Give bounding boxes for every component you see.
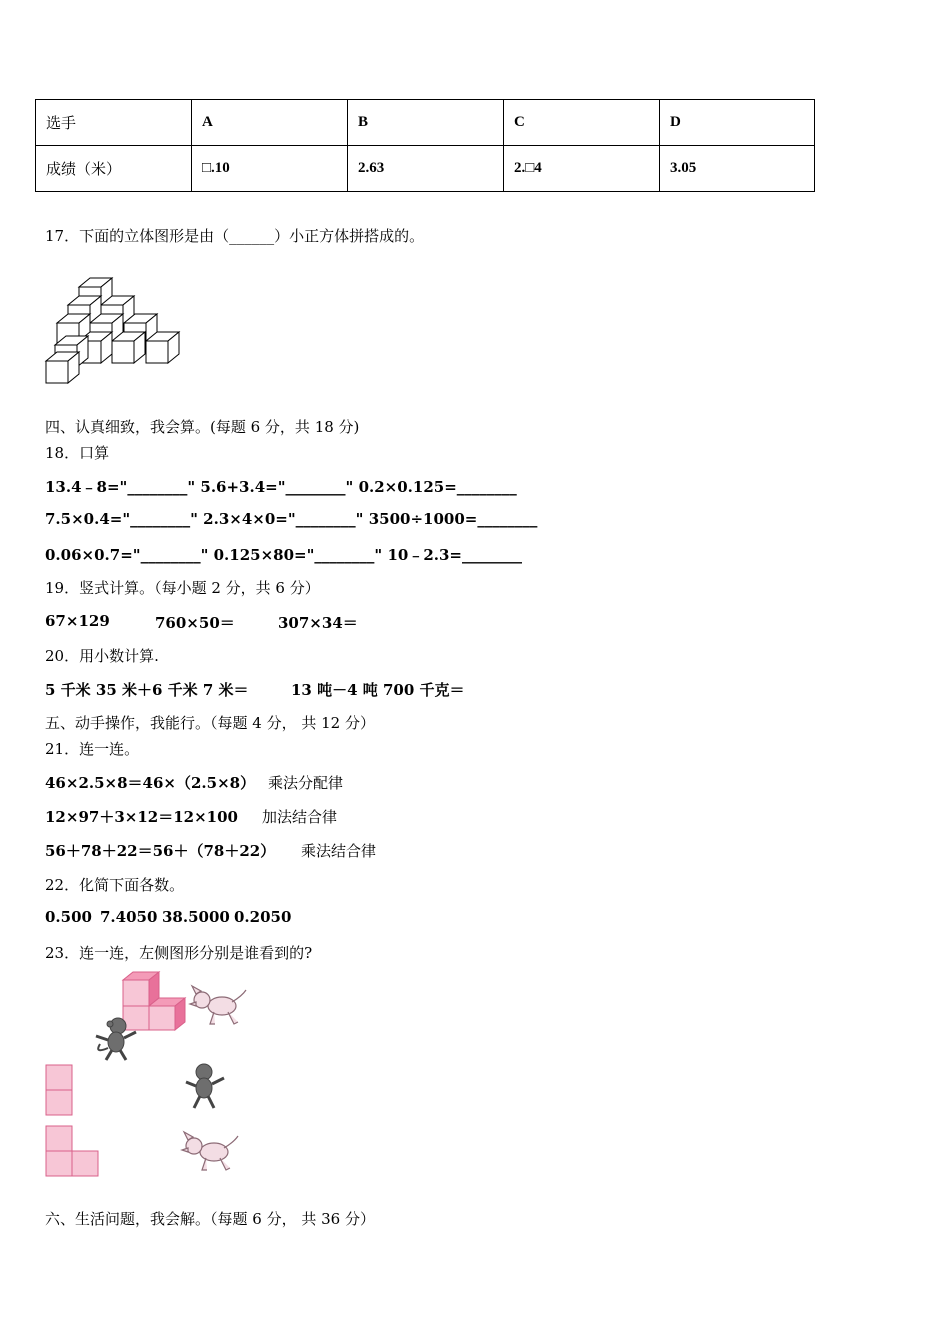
view-figure-stacked — [45, 1064, 75, 1118]
calc-line: 7.5×0.4="________" 2.3×4×0="________" 3500÷1000=________ — [45, 510, 538, 528]
cube-stack-figure — [44, 266, 190, 384]
vertical-calc-item: 307×34＝ — [278, 614, 358, 632]
score-table — [35, 99, 815, 192]
table-row — [36, 146, 815, 192]
match-left-item: 12×97＋3×12＝12×100 — [45, 808, 238, 826]
question-20-title: 20．用小数计算. — [45, 647, 159, 665]
match-right-item: 乘法分配律 — [268, 774, 344, 792]
match-right-item: 乘法结合律 — [301, 842, 377, 860]
table-cell: 选手 — [36, 100, 192, 146]
table-cell: C — [504, 100, 660, 146]
table-cell: D — [660, 100, 815, 146]
simplify-number: 0.2050 — [234, 908, 292, 926]
cube — [146, 332, 179, 363]
section-6-title: 六、生活问题，我会解。（每题 6 分， 共 36 分） — [45, 1210, 375, 1228]
vertical-calc-item: 760×50＝ — [155, 614, 235, 632]
question-19-title: 19．竖式计算。（每小题 2 分，共 6 分） — [45, 579, 320, 597]
simplify-number: 38.5000 — [162, 908, 230, 926]
table-cell: 2.□4 — [504, 146, 660, 192]
table-cell: 3.05 — [660, 146, 815, 192]
question-21-title: 21．连一连。 — [45, 740, 140, 758]
section-4-title: 四、认真细致，我会算。(每题 6 分，共 18 分) — [45, 418, 360, 436]
simplify-number: 0.500 — [45, 908, 92, 926]
table-cell: A — [192, 100, 348, 146]
table-cell: 成绩（米） — [36, 146, 192, 192]
simplify-number: 7.4050 — [100, 908, 158, 926]
question-23-title: 23．连一连，左侧图形分别是谁看到的? — [45, 944, 313, 962]
calc-line: 0.06×0.7="________" 0.125×80="________" 10﹣2.3=________ — [45, 546, 522, 564]
table-cell: □.10 — [192, 146, 348, 192]
table-cell: 2.63 — [348, 146, 504, 192]
cube — [46, 352, 79, 383]
calc-line: 13.4﹣8="________" 5.6+3.4="________" 0.2×0.125=________ — [45, 478, 517, 496]
dog-icon — [188, 984, 250, 1030]
question-18-title: 18．口算 — [45, 444, 110, 462]
vertical-calc-item: 67×129 — [45, 612, 110, 630]
unit-calc-item: 13 吨－4 吨 700 千克＝ — [291, 681, 465, 699]
section-5-title: 五、动手操作，我能行。（每题 4 分， 共 12 分） — [45, 714, 375, 732]
match-left-item: 46×2.5×8＝46×（2.5×8） — [45, 774, 256, 792]
match-left-item: 56＋78＋22＝56＋（78＋22） — [45, 842, 276, 860]
table-cell: B — [348, 100, 504, 146]
monkey-icon — [90, 1014, 140, 1062]
view-figure-l-shape — [45, 1125, 101, 1179]
monkey-icon — [180, 1062, 230, 1110]
unit-calc-item: 5 千米 35 米＋6 千米 7 米＝ — [45, 681, 249, 699]
table-row — [36, 100, 815, 146]
match-right-item: 加法结合律 — [262, 808, 338, 826]
cube — [112, 332, 145, 363]
question-22-title: 22．化简下面各数。 — [45, 876, 185, 894]
dog-icon — [180, 1130, 242, 1176]
question-17: 17．下面的立体图形是由（______）小正方体拼搭成的。 — [45, 227, 425, 245]
